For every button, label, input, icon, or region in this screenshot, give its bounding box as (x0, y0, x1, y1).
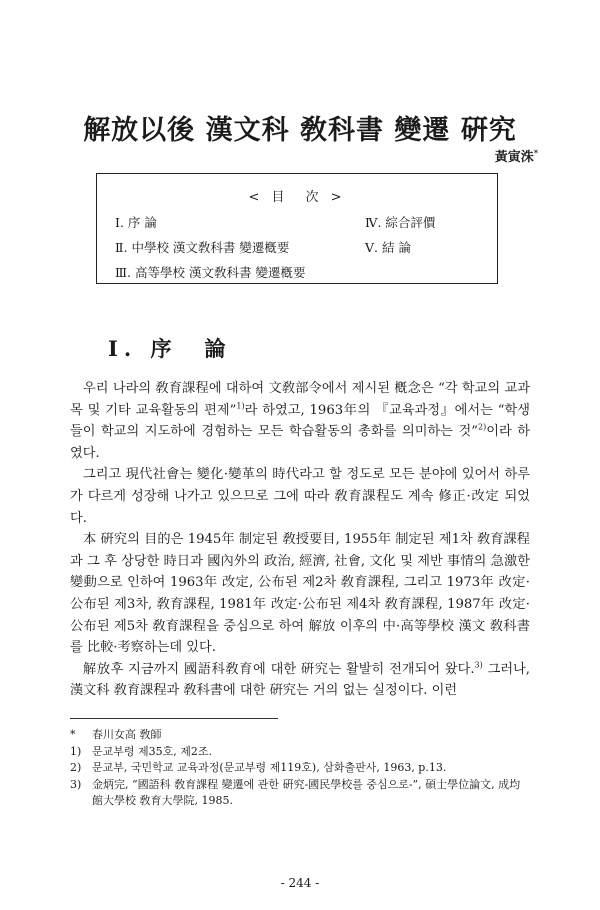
author-footnote-mark: * (533, 147, 538, 158)
footnote-text: 春川女高 敎師 (92, 728, 162, 741)
toc-left-column (115, 210, 305, 285)
section-heading: Ⅰ. 序 論 (108, 336, 232, 361)
footnotes (70, 727, 530, 810)
toc-item-4: Ⅳ. 綜合評價 (365, 215, 436, 230)
footnote-ref-3: 3) (474, 660, 483, 670)
table-of-contents (96, 173, 498, 284)
toc-item-2: Ⅱ. 中學校 漢文敎科書 變遷槪要 (115, 240, 290, 255)
toc-item-3: Ⅲ. 高等學校 漢文敎科書 變遷槪要 (115, 265, 306, 280)
footnote-mark: 2) (70, 761, 82, 774)
paragraph-1-part-3: 이라 하였다. (70, 424, 530, 461)
paragraph-1-part-1: 우리 나라의 敎育課程에 대하여 文敎部令에서 제시된 槪念은 “각 학교의 교과목 및 기타 교육활동의 편제” (70, 381, 530, 418)
footnote-item (70, 760, 530, 777)
paragraph-3: 本 硏究의 目的은 1945年 制定된 敎授要目, 1955年 制定된 제1차 敎育課程과 그 후 상당한 時日과 國內外의 政治, 經濟, 社會, 文化 및 제반 事情의 急激한 變動으로 인하여 1963年 改定, 公布된 제2차 敎育課程, 그리고 1973年 改定·公布된 제3차, 敎育課程, 1981年 改定·公布된 제4차 敎育課程, 1987年 改定·公布된 제5차 敎育課程을 중심으로 하여 解放 이후의 中·高等學校 漢文 敎科書를 比較·考察하는데 있다. (70, 532, 530, 656)
paragraph-2: 그리고 現代社會는 變化·變革의 時代라고 할 정도로 모든 분야에 있어서 하루가 다르게 성장해 나가고 있으므로 그에 따라 敎育課程도 계속 修正·改定 되었다. (70, 467, 530, 526)
paragraph-4-part-1: 解放후 지금까지 國語科敎育에 대한 硏究는 활발히 전개되어 왔다. (83, 661, 475, 677)
toc-item-5: Ⅴ. 結 論 (365, 240, 411, 255)
paragraph-4-part-2: 그러나, 漢文科 敎育課程과 敎科書에 대한 硏究는 거의 없는 실정이다. 이런 (70, 661, 530, 699)
footnote-text: 문교부, 국민학교 교육과정(문교부령 제119호), 삼화출판사, 1963, p.13. (92, 761, 447, 774)
toc-right-column (365, 210, 435, 260)
toc-item-1: Ⅰ. 序 論 (115, 215, 157, 230)
footnote-item (70, 744, 530, 761)
footnote-text: 문교부령 제35호, 제2조. (92, 744, 212, 758)
footnote-item (70, 727, 530, 744)
footnote-text: 金炳完, “國語科 敎育課程 變遷에 관한 硏究-國民學校를 중심으로-”, 碩士學位論文, 成均館大學校 敎育大學院, 1985. (92, 777, 521, 807)
footnote-mark: 1) (70, 744, 82, 758)
page-number: - 244 - (280, 876, 320, 890)
footnote-mark: 3) (70, 777, 82, 791)
body-text (70, 378, 530, 702)
paragraph-4 (70, 659, 530, 702)
footnote-divider (70, 718, 278, 719)
article-title: 解放以後 漢文科 敎科書 變遷 硏究 (83, 115, 517, 146)
author-name (495, 146, 538, 165)
author-name-text: 黃寅洙 (494, 150, 534, 165)
paragraph-1 (70, 378, 530, 464)
footnote-ref-2: 2) (477, 422, 487, 432)
toc-heading: < 目 次 > (248, 190, 346, 205)
footnote-mark: * (70, 728, 76, 741)
footnote-ref-1: 1) (236, 401, 245, 411)
footnote-item (70, 777, 530, 810)
paragraph-1-part-2: 라 하였고, 1963年의 『교육과정』에서는 “학생들이 학교의 지도하에 경험하는 모든 학습활동의 총화를 의미하는 것” (70, 402, 531, 440)
